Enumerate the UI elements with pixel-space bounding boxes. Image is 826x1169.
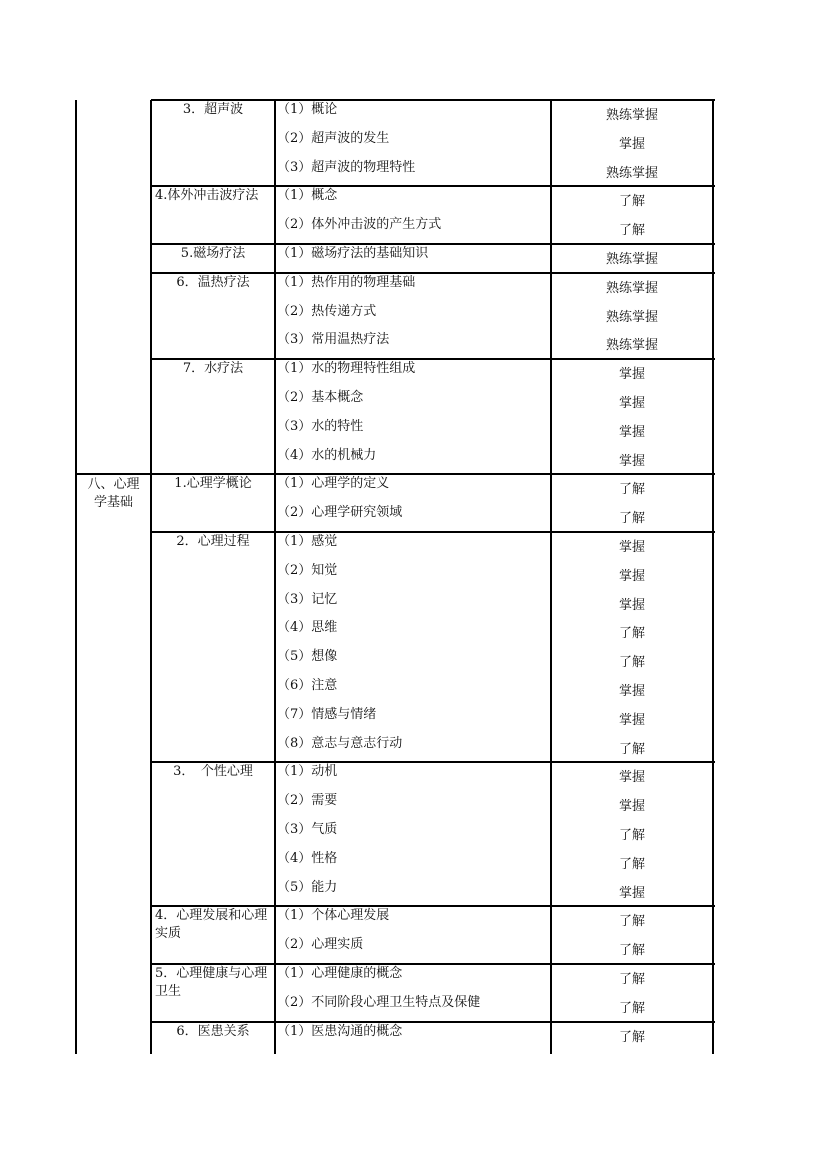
item-label: （4）思维 — [277, 620, 338, 636]
level-label: 了解 — [618, 741, 645, 757]
item-label: （1）医患沟通的概念 — [277, 1023, 403, 1039]
subsection-title: 3． 个性心理 — [173, 764, 253, 780]
item-label: （2）超声波的发生 — [277, 130, 390, 146]
level-label: 掌握 — [618, 367, 645, 383]
subsection-title: 5．心理健康与心理卫生 — [155, 966, 268, 999]
item-label: （2）需要 — [277, 793, 338, 809]
item-label: （1）心理学的定义 — [277, 476, 390, 492]
subsection-title: 7．水疗法 — [182, 361, 244, 377]
level-label: 了解 — [618, 1000, 645, 1016]
item-label: （4）水的机械力 — [277, 447, 377, 463]
level-label: 掌握 — [618, 597, 645, 613]
level-label: 熟练掌握 — [605, 338, 658, 354]
level-label: 了解 — [618, 194, 645, 210]
item-label: （1）热作用的物理基础 — [277, 274, 416, 290]
level-label: 了解 — [618, 972, 645, 987]
level-label: 了解 — [618, 511, 645, 527]
level-label: 熟练掌握 — [605, 280, 658, 296]
level-label: 了解 — [618, 828, 645, 843]
item-label: （3）超声波的物理特性 — [277, 159, 416, 175]
level-label: 熟练掌握 — [605, 108, 658, 123]
item-label: （5）能力 — [277, 879, 338, 895]
level-label: 熟练掌握 — [605, 165, 658, 181]
subsection-title: 6．温热疗法 — [176, 274, 250, 290]
item-label: （1）概念 — [277, 188, 338, 204]
level-label: 掌握 — [618, 136, 645, 152]
level-label: 掌握 — [618, 540, 645, 555]
item-label: （6）注意 — [277, 678, 338, 693]
item-label: （2）体外冲击波的产生方式 — [277, 217, 442, 233]
item-label: （2）不同阶段心理卫生特点及保健 — [277, 994, 481, 1010]
level-label: 掌握 — [618, 684, 645, 699]
item-label: （2）知觉 — [277, 562, 338, 578]
item-label: （1）感觉 — [277, 534, 338, 549]
level-label: 掌握 — [618, 453, 645, 469]
item-label: （1）心理健康的概念 — [277, 966, 403, 981]
level-label: 掌握 — [618, 568, 645, 584]
level-label: 熟练掌握 — [605, 252, 658, 267]
level-label: 熟练掌握 — [605, 309, 658, 325]
subsection-title: 5.磁场疗法 — [180, 246, 246, 261]
level-label: 掌握 — [618, 396, 645, 411]
section-title: 八、心理学基础 — [87, 477, 140, 511]
item-label: （4）性格 — [277, 850, 338, 866]
subsection-title: 2．心理过程 — [176, 534, 250, 549]
level-label: 掌握 — [618, 712, 645, 728]
item-label: （8）意志与意志行动 — [277, 735, 403, 751]
item-label: （1）磁场疗法的基础知识 — [277, 246, 429, 261]
item-label: （2）心理实质 — [277, 937, 364, 953]
item-label: （2）基本概念 — [277, 390, 364, 405]
item-label: （2）心理学研究领域 — [277, 505, 403, 521]
item-label: （1）概论 — [277, 102, 338, 117]
subsection-title: 6．医患关系 — [176, 1023, 250, 1039]
level-label: 掌握 — [618, 799, 645, 815]
column-divider — [75, 100, 77, 1054]
level-label: 了解 — [618, 1029, 645, 1045]
level-label: 掌握 — [618, 885, 645, 901]
item-label: （3）记忆 — [277, 591, 338, 607]
level-label: 掌握 — [618, 424, 645, 440]
level-label: 掌握 — [618, 770, 645, 786]
item-label: （5）想像 — [277, 649, 338, 665]
item-label: （1）个体心理发展 — [277, 908, 390, 924]
level-label: 了解 — [618, 626, 645, 642]
item-label: （7）情感与情绪 — [277, 706, 377, 722]
item-label: （3）常用温热疗法 — [277, 332, 390, 348]
subsection-title: 4．心理发展和心理实质 — [155, 908, 268, 942]
item-label: （2）热传递方式 — [277, 303, 377, 319]
level-label: 了解 — [618, 943, 645, 959]
item-label: （3）水的特性 — [277, 418, 364, 434]
level-label: 了解 — [618, 856, 645, 872]
subsection-title: 3．超声波 — [182, 102, 244, 117]
item-label: （3）气质 — [277, 822, 338, 837]
level-label: 了解 — [618, 223, 645, 239]
level-label: 了解 — [618, 482, 645, 498]
subsection-title: 1.心理学概论 — [174, 476, 252, 492]
item-label: （1）动机 — [277, 764, 338, 780]
subsection-title: 4.体外冲击波疗法 — [155, 188, 259, 204]
level-label: 了解 — [618, 655, 645, 671]
item-label: （1）水的物理特性组成 — [277, 361, 416, 377]
level-label: 了解 — [618, 914, 645, 930]
